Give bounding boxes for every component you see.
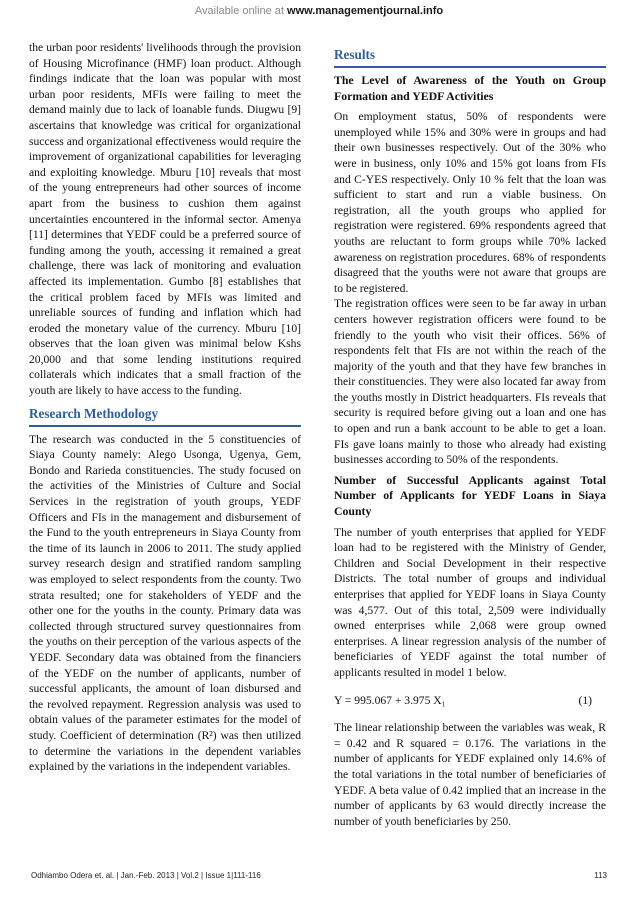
page-number: 113	[594, 871, 607, 880]
equation-number: (1)	[578, 693, 592, 707]
results-heading: Results	[334, 47, 376, 62]
regression-equation	[334, 693, 606, 709]
header-prefix: Available online at	[194, 5, 288, 17]
equation-text: Y = 995.067 + 3.975 X₁	[334, 693, 446, 707]
right-paragraph-4: The linear relationship between the variables was weak, R = 0.42 and R squared = 0.176. The variations in the number of applicants for YEDF explained only 14.6% of the total variations in the total number of beneficiaries of YEDF. A beta value of 0.42 implied that an increase in the number of applicants by 63 would directly increase the number of youth beneficiaries by 250.	[334, 721, 606, 828]
page-header	[0, 5, 638, 17]
right-paragraph-2: The registration offices were seen to be far away in urban centers however registration officers were found to be friendly to the youth who visit their offices. 56% of respondents felt that FIs are not within the reach of the majority of the youth and that they have few branches in their constituencies. They were also located far away from the youths mostly in District headquarters. FIs reveals that security is required before giving out a loan and one has to open and run a bank account to be able to get a loan. FIs gave loans mainly to those who already had existing businesses according to 50% of the respondents.	[334, 297, 606, 467]
left-column	[29, 40, 301, 775]
right-paragraph-3: The number of youth enterprises that applied for YEDF loan had to be registered with the Ministry of Gender, Children and Social Development in their respective Districts. The total number of groups and individual enterprises that applied for YEDF loans in Siaya County was 4,577. Out of this total, 2,509 were individually owned enterprises while 2,068 were group owned enterprises. A linear regression analysis of the number of beneficiaries of YEDF against the total number of applicants resulted in model 1 below.	[334, 525, 606, 679]
awareness-subheading: The Level of Awareness of the Youth on Group Formation and YEDF Activities	[334, 73, 606, 103]
header-url[interactable]: www.managementjournal.info	[287, 5, 444, 17]
applicants-subheading: Number of Successful Applicants against Total Number of Applicants for YEDF Loans in Siaya County	[334, 472, 606, 519]
left-paragraph-1: the urban poor residents' livelihoods through the provision of Housing Microfinance (HMF) loan product. Although findings indicate that the loan was popular with most urban poor residents, MFIs were failing to meet the demand mainly due to lack of loanable funds. Diugwu [9] ascertains that knowledge was critical for organizational success and organizational effectiveness would require the improvement of organizational capabilities for leveraging and exploiting knowledge. Mburu [10] reveals that most of the young entrepreneurs had other sources of income apart from the business to cushion them against uncertainties encountered in the informal sector. Amenya [11] determines that YEDF could be a preferred source of funding among the youth, accessing it remained a great challenge, there was lack of monitoring and evaluation affected its implementation. Gumbo [8] establishes that the critical problem faced by MFIs was limited and unreliable sources of funding and inflation which had eroded the monetary value of the currency. Mburu [10] observes that the loan given was minimal below Kshs 20,000 and that some lending institutions required collaterals which indicates that a small fraction of the youth are likely to have access to the funding.	[29, 41, 301, 398]
research-methodology-heading: Research Methodology	[29, 405, 159, 421]
section-divider	[29, 425, 301, 427]
right-paragraph-1: On employment status, 50% of respondents were unemployed while 15% and 30% were in groups and had their own businesses respectively. Out of the 30% who were in business, only 10% and 15% got loans from FIs and C-YES respectively. Only 10 % felt that the loan was sufficient to start and run a viable business. On registration, all the youth groups who applied for registration were registered. 69% respondents agreed that youths are reluctant to form groups while 70% lacked awareness on registration procedures. 68% of respondents disagreed that the youths were not aware that groups are to be registered.	[334, 110, 606, 295]
left-paragraph-2: The research was conducted in the 5 constituencies of Siaya County namely: Alego Usonga, Ugenya, Gem, Bondo and Rarieda constituencies. The study focused on the activities of the Ministries of Culture and Social Services in the registration of youth groups, YEDF Officers and FIs in the management and disbursement of the Fund to the youth entrepreneurs in Siaya County from the time of its launch in 2006 to 2011. The study applied survey research design and stratified random sampling was employed to select respondents from the county. Two strata resulted; one for stakeholders of YEDF and the other one for the youths in the county. Primary data was collected through structured survey questionnaires from the youths on their perception of the various aspects of the YEDF. Secondary data was obtained from the financiers of the YEDF on the number of applicants, number of successful applicants, the amount of loan disbursed and the revolved repayment. Regression analysis was used to obtain values of the parameter estimates for the model of study. Coefficient of determination (R²) was then utilized to determine the variations in the dependent variables explained by the variations in the independent variables.	[29, 432, 301, 774]
section-divider	[334, 66, 606, 68]
footer-citation: Odhiambo Odera et. al. | Jan.-Feb. 2013 | Vol.2 | Issue 1|111-116	[31, 871, 261, 880]
page-footer	[31, 871, 607, 880]
right-column	[334, 40, 606, 829]
